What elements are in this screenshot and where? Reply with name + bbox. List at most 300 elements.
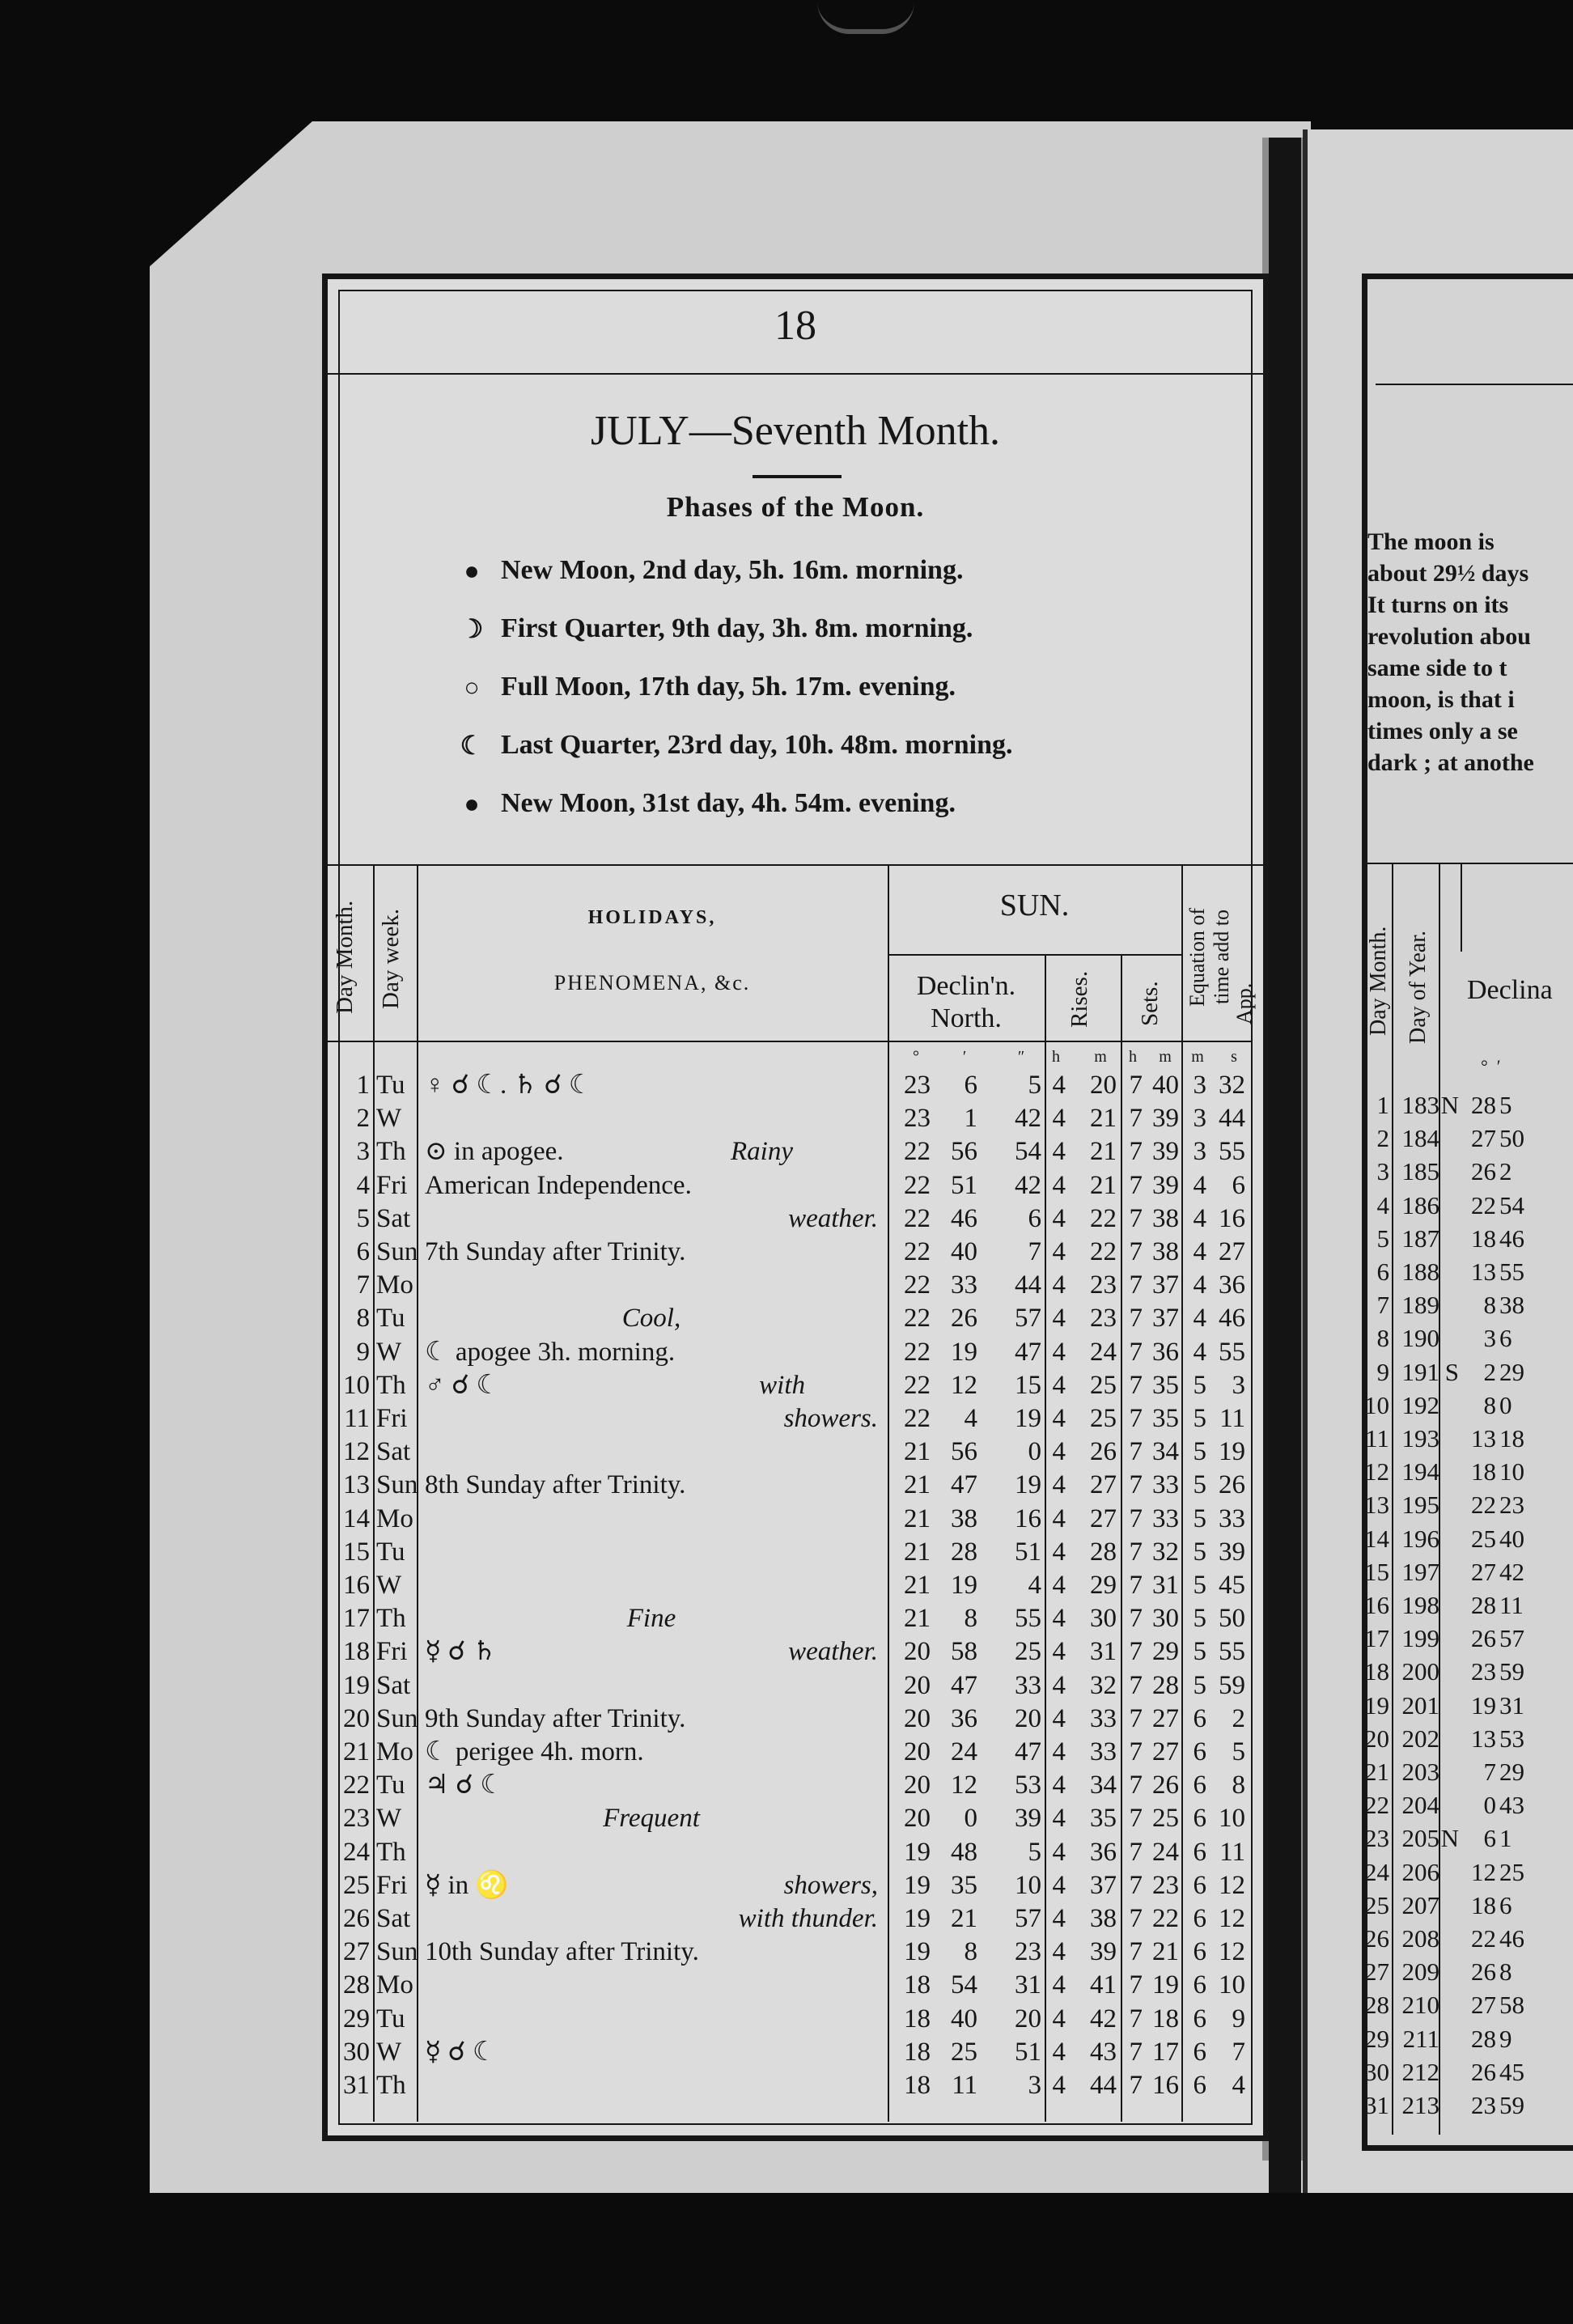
declination-degrees: 19 [904,1904,931,1933]
equation-seconds: 4 [1232,2071,1245,2100]
table-row [328,1969,1252,2002]
equation-minutes: 6 [1193,1804,1206,1834]
declination-seconds: 55 [1015,1604,1041,1634]
right-declination-minutes: 0 [1499,1390,1512,1419]
table-row [328,1902,1252,1936]
rises-header: Rises. [1066,970,1092,1028]
rises-hour: 4 [1052,1270,1066,1300]
declination-seconds: 47 [1015,1337,1041,1367]
right-declination-minutes: 58 [1499,1991,1524,2020]
equation-minutes: 5 [1193,1637,1206,1667]
unit-hours: h [1052,1048,1060,1066]
day-of-week: Th [376,2071,406,2100]
day-of-week: Th [376,1604,406,1634]
right-declination-degrees: 18 [1471,1890,1496,1919]
rises-hour: 4 [1052,1104,1066,1134]
sun-header: SUN. [999,888,1070,922]
right-day-of-month: 27 [1364,1957,1389,1987]
right-day-of-year: 188 [1401,1257,1439,1286]
rises-hour: 4 [1052,2071,1066,2100]
table-row [328,1869,1252,1902]
right-declination-minutes: 2 [1499,1157,1512,1186]
sets-hour: 7 [1129,1703,1143,1733]
right-declination-minutes: 11 [1499,1591,1524,1619]
declination-seconds: 3 [1028,2071,1041,2100]
right-declination-degrees: 28 [1471,1091,1496,1119]
declination-degrees: 20 [904,1703,931,1733]
sets-minute: 40 [1152,1071,1179,1100]
rises-minute: 36 [1090,1837,1117,1867]
declination-degrees: 19 [904,1870,931,1900]
phenomena-note: 9th Sunday after Trinity. [425,1703,686,1733]
rises-minute: 43 [1090,2037,1117,2067]
day-of-week: Tu [376,2004,405,2034]
phenomena-note: showers. [783,1404,878,1433]
declination-seconds: 19 [1015,1404,1041,1433]
declination-minutes: 58 [951,1637,977,1667]
day-of-month: 23 [343,1804,370,1834]
right-day-of-year: 206 [1401,1857,1439,1886]
declination-seconds: 54 [1015,1137,1041,1167]
new-moon-icon: ● [464,555,480,585]
right-declination-degrees: 3 [1483,1324,1496,1353]
rises-minute: 29 [1090,1571,1117,1600]
moon-phase-text: Full Moon, 17th day, 5h. 17m. evening. [501,672,956,702]
right-table-row [1362,1189,1573,1222]
declination-minutes: 12 [951,1370,977,1400]
equation-seconds: 55 [1219,1137,1245,1167]
phenomena-note: ♂ ☌ ☾ [425,1370,500,1400]
sets-hour: 7 [1129,1737,1143,1766]
rises-minute: 25 [1090,1404,1117,1433]
right-declination-minutes: 45 [1499,2057,1524,2086]
right-day-of-year: 193 [1401,1424,1439,1452]
right-day-of-month: 28 [1364,1991,1389,2020]
declination-degrees: 23 [904,1071,931,1100]
equation-seconds: 10 [1219,1970,1245,2000]
sets-hour: 7 [1129,1137,1143,1167]
declination-seconds: 25 [1015,1637,1041,1667]
day-of-week: Mo [376,1737,413,1766]
right-day-of-year: 184 [1401,1124,1439,1153]
equation-seconds: 27 [1219,1237,1245,1266]
equation-seconds: 32 [1219,1071,1245,1100]
right-day-of-month: 5 [1376,1223,1389,1253]
equation-seconds: 6 [1232,1170,1245,1200]
declination-seconds: 6 [1028,1203,1041,1233]
equation-seconds: 9 [1232,2004,1245,2034]
day-of-month: 5 [356,1203,370,1233]
declination-minutes: 56 [951,1437,977,1467]
equation-seconds: 36 [1219,1270,1245,1300]
sets-hour: 7 [1129,2071,1143,2100]
moon-phase-text: Last Quarter, 23rd day, 10h. 48m. morning. [501,730,1013,760]
right-table-row [1362,1222,1573,1255]
right-page-rule [1376,384,1573,385]
right-day-of-year: 200 [1401,1657,1439,1686]
phenomena-note: with thunder. [738,1904,878,1933]
rises-minute: 25 [1090,1370,1117,1400]
rises-minute: 24 [1090,1337,1117,1367]
sets-hour: 7 [1129,1804,1143,1834]
day-of-week: Sun [376,1937,418,1967]
sets-minute: 17 [1152,2037,1179,2067]
day-of-week: Mo [376,1970,413,2000]
right-day-of-month: 14 [1364,1524,1389,1553]
right-day-of-year: 187 [1401,1223,1439,1253]
right-table-row [1362,1122,1573,1155]
right-declination-minutes: 43 [1499,1791,1524,1820]
declination-seconds: 51 [1015,2037,1041,2067]
right-table-row [1362,1821,1573,1855]
rises-minute: 35 [1090,1804,1117,1834]
equation-minutes: 4 [1193,1203,1206,1233]
right-table-row [1362,1088,1573,1122]
right-declination-degrees: 2 [1483,1357,1496,1386]
table-row [328,1736,1252,1769]
sets-minute: 28 [1152,1670,1179,1700]
equation-minutes: 6 [1193,1937,1206,1967]
equation-seconds: 16 [1219,1203,1245,1233]
right-declination-degrees: 26 [1471,2057,1496,2086]
declination-degrees: 22 [904,1337,931,1367]
right-table-row [1362,1889,1573,1922]
equation-header: Equation of [1185,907,1209,1007]
sets-hour: 7 [1129,1670,1143,1700]
sets-minute: 35 [1152,1370,1179,1400]
phenomena-note: Cool, [621,1304,681,1334]
sets-minute: 37 [1152,1304,1179,1334]
equation-seconds: 55 [1219,1337,1245,1367]
right-declination-degrees: 22 [1471,1190,1496,1219]
right-day-of-month: 21 [1364,1758,1389,1786]
right-table-row [1362,1588,1573,1622]
day-of-month: 10 [343,1370,370,1400]
right-table-row [1362,1788,1573,1821]
rises-hour: 4 [1052,1870,1066,1900]
right-declination-degrees: 0 [1483,1791,1496,1820]
table-row [328,1102,1252,1135]
rises-hour: 4 [1052,1170,1066,1200]
right-day-of-month: 7 [1376,1291,1389,1320]
phenomena-note: ☿ ☌ ☾ [425,2037,497,2067]
day-of-week: Fri [376,1870,408,1900]
equation-minutes: 5 [1193,1604,1206,1634]
declination-minutes: 26 [951,1304,977,1334]
table-row [328,1836,1252,1869]
declination-seconds: 42 [1015,1170,1041,1200]
equation-minutes: 5 [1193,1670,1206,1700]
day-of-month: 31 [343,2071,370,2100]
declination-minutes: 12 [951,1771,977,1800]
equation-seconds: 8 [1232,1771,1245,1800]
declination-minutes: 56 [951,1137,977,1167]
declination-degrees: 22 [904,1404,931,1433]
equation-minutes: 3 [1193,1137,1206,1167]
day-of-month: 22 [343,1771,370,1800]
right-day-of-year: 199 [1401,1624,1439,1653]
day-of-week: Tu [376,1771,405,1800]
right-declination-degrees: 12 [1471,1857,1496,1886]
sets-header: Sets. [1137,981,1163,1026]
table-row [328,1169,1252,1202]
equation-minutes: 5 [1193,1503,1206,1533]
rises-minute: 30 [1090,1604,1117,1634]
unit-eq-sec: s [1231,1048,1237,1066]
rises-hour: 4 [1052,1904,1066,1933]
rises-hour: 4 [1052,1737,1066,1766]
table-row [328,1669,1252,1703]
declination-seconds: 10 [1015,1870,1041,1900]
table-row [328,1503,1252,1536]
declination-degrees: 22 [904,1304,931,1334]
right-day-of-month: 11 [1365,1424,1389,1452]
declination-degrees: 22 [904,1370,931,1400]
table-row [328,1202,1252,1236]
equation-minutes: 6 [1193,1904,1206,1933]
right-declination-degrees: 27 [1471,1124,1496,1153]
sets-minute: 33 [1152,1503,1179,1533]
equation-minutes: 5 [1193,1404,1206,1433]
day-of-week: W [376,1804,402,1834]
phenomena-note: ☾ perigee 4h. morn. [425,1737,644,1766]
day-of-month: 28 [343,1970,370,2000]
declination-degrees: 20 [904,1637,931,1667]
declination-minutes: 48 [951,1837,977,1867]
rises-minute: 38 [1090,1904,1117,1933]
equation-seconds: 26 [1219,1470,1245,1500]
sets-hour: 7 [1129,1170,1143,1200]
declination-minutes: 47 [951,1670,977,1700]
day-of-week: Sun [376,1703,418,1733]
right-table-row [1362,2055,1573,2089]
right-declination-degrees: 23 [1471,1657,1496,1686]
right-declination-minutes: 57 [1499,1624,1524,1653]
right-page-paragraph: The moon is about 29½ days It turns on its revolution abou same side to t moon, is that i times only a se dark ; at anothe [1367,528,1534,776]
declination-seconds: 42 [1015,1104,1041,1134]
sets-minute: 39 [1152,1137,1179,1167]
declination-minutes: 40 [951,2004,977,2034]
right-declination-minutes: 6 [1499,1324,1512,1353]
right-declination-degrees: 18 [1471,1223,1496,1253]
right-declination-minutes: 55 [1499,1257,1524,1286]
right-declination-minutes: 53 [1499,1724,1524,1753]
moon-phase-text: New Moon, 31st day, 4h. 54m. evening. [501,788,956,818]
day-of-week: W [376,2037,402,2067]
right-day-of-year: 195 [1401,1491,1439,1520]
declination-minutes: 51 [951,1170,977,1200]
right-day-of-month: 6 [1376,1257,1389,1286]
declination-degrees: 18 [904,2071,931,2100]
phenomena-note: American Independence. [425,1170,692,1200]
sets-minute: 21 [1152,1937,1179,1967]
rises-minute: 27 [1090,1470,1117,1500]
right-declination-degrees: 26 [1471,1957,1496,1987]
last-quarter-icon: ☾ [460,731,484,760]
equation-seconds: 10 [1219,1804,1245,1834]
table-row [328,1269,1252,1302]
right-declination-minutes: 23 [1499,1491,1524,1520]
right-units: ° ′ [1481,1056,1501,1076]
declination-minutes: 28 [951,1537,977,1567]
rises-hour: 4 [1052,1337,1066,1367]
day-of-week: Sat [376,1203,411,1233]
right-table-row [1362,1488,1573,1521]
equation-minutes: 6 [1193,1870,1206,1900]
equation-seconds: 55 [1219,1637,1245,1667]
declination-seconds: 57 [1015,1304,1041,1334]
day-of-month: 8 [356,1304,370,1334]
declination-degrees: 19 [904,1937,931,1967]
declination-degrees: 22 [904,1237,931,1266]
day-of-month: 19 [343,1670,370,1700]
rises-minute: 33 [1090,1737,1117,1766]
equation-minutes: 4 [1193,1337,1206,1367]
rises-hour: 4 [1052,1537,1066,1567]
new-moon-icon: ● [464,788,480,818]
right-table-row [1362,1655,1573,1688]
right-table-row [1362,1922,1573,1955]
rises-minute: 21 [1090,1137,1117,1167]
unit-min: m [1159,1048,1172,1066]
unit-hours: h [1129,1048,1137,1066]
table-row [328,2069,1252,2102]
right-day-of-year: 205 [1401,1824,1439,1853]
declination-minutes: 4 [964,1404,977,1433]
table-row [328,2036,1252,2069]
declination-degrees: 21 [904,1537,931,1567]
table-row [328,1769,1252,1802]
right-table-row [1362,1355,1573,1389]
right-declination-sign: N [1440,1091,1459,1119]
declination-seconds: 39 [1015,1804,1041,1834]
declination-minutes: 6 [964,1071,977,1100]
rises-hour: 4 [1052,1237,1066,1266]
declination-degrees: 21 [904,1571,931,1600]
rises-hour: 4 [1052,1670,1066,1700]
rises-minute: 41 [1090,1970,1117,2000]
declination-seconds: 51 [1015,1537,1041,1567]
equation-minutes: 3 [1193,1104,1206,1134]
right-day-of-year: 202 [1401,1724,1439,1753]
declination-seconds: 4 [1028,1571,1041,1600]
right-day-of-month: 18 [1364,1657,1389,1686]
rises-minute: 37 [1090,1870,1117,1900]
equation-minutes: 4 [1193,1270,1206,1300]
full-moon-icon: ○ [464,672,480,702]
equation-seconds: 50 [1219,1604,1245,1634]
sets-minute: 27 [1152,1737,1179,1766]
table-top-rule [328,864,1263,866]
unit-degrees: ° [913,1048,919,1066]
rises-hour: 4 [1052,1437,1066,1467]
right-declination-minutes: 10 [1499,1457,1524,1486]
right-declination-minutes: 29 [1499,1758,1524,1786]
declination-degrees: 21 [904,1604,931,1634]
sets-hour: 7 [1129,2004,1143,2034]
phenomena-header: PHENOMENA, &c. [553,971,751,994]
equation-minutes: 6 [1193,1703,1206,1733]
sets-minute: 26 [1152,1771,1179,1800]
right-table-row [1362,2089,1573,2122]
equation-header-line3: App. [1232,982,1256,1024]
declination-degrees: 18 [904,2037,931,2067]
declination-degrees: 21 [904,1470,931,1500]
equation-seconds: 12 [1219,1870,1245,1900]
right-declination-degrees: 27 [1471,1557,1496,1586]
rises-hour: 4 [1052,2037,1066,2067]
equation-seconds: 39 [1219,1537,1245,1567]
phenomena-note: 10th Sunday after Trinity. [425,1937,699,1967]
right-table-row [1362,1755,1573,1788]
equation-seconds: 19 [1219,1437,1245,1467]
right-day-of-month: 20 [1364,1724,1389,1753]
right-declination-degrees: 6 [1483,1824,1496,1853]
declination-header: Declin'n. [916,971,1016,1001]
table-row [328,1469,1252,1502]
rises-minute: 21 [1090,1104,1117,1134]
right-declination-minutes: 9 [1499,2024,1512,2053]
phenomena-note: Frequent [603,1804,700,1834]
sets-hour: 7 [1129,1970,1143,2000]
right-declination-degrees: 23 [1471,2091,1496,2119]
right-day-of-year: 183 [1401,1091,1439,1119]
rises-hour: 4 [1052,1837,1066,1867]
right-day-of-year: 204 [1401,1791,1439,1820]
header-bottom-rule [328,1041,1252,1042]
right-declination-minutes: 42 [1499,1557,1524,1586]
moon-phase-row [449,779,956,828]
declination-degrees: 18 [904,1970,931,2000]
moon-phase-row [449,663,956,711]
sets-hour: 7 [1129,1337,1143,1367]
rises-hour: 4 [1052,1937,1066,1967]
sets-minute: 30 [1152,1604,1179,1634]
right-declination-degrees: 22 [1471,1924,1496,1953]
day-of-week: Sun [376,1470,418,1500]
right-column-rule [1461,863,1462,952]
table-row [328,1436,1252,1469]
sets-minute: 23 [1152,1870,1179,1900]
right-table-row [1362,1522,1573,1555]
right-page-table-rule [1362,863,1573,864]
sets-minute: 37 [1152,1270,1179,1300]
declination-seconds: 7 [1028,1237,1041,1266]
declination-minutes: 36 [951,1703,977,1733]
declination-degrees: 22 [904,1270,931,1300]
weather-note: with [759,1370,805,1400]
declination-degrees: 22 [904,1137,931,1167]
right-day-of-year: 203 [1401,1758,1439,1786]
rises-hour: 4 [1052,1370,1066,1400]
declination-minutes: 40 [951,1237,977,1266]
declination-seconds: 47 [1015,1737,1041,1766]
declination-degrees: 21 [904,1503,931,1533]
declination-degrees: 20 [904,1737,931,1766]
sets-hour: 7 [1129,1071,1143,1100]
right-declination-minutes: 46 [1499,1223,1524,1253]
rises-minute: 23 [1090,1270,1117,1300]
declination-seconds: 20 [1015,1703,1041,1733]
right-table-row [1362,1389,1573,1422]
equation-minutes: 4 [1193,1237,1206,1266]
sets-hour: 7 [1129,2037,1143,2067]
day-of-month: 6 [356,1237,370,1266]
declination-seconds: 5 [1028,1837,1041,1867]
day-of-month: 20 [343,1703,370,1733]
sets-minute: 24 [1152,1837,1179,1867]
phenomena-note: ☾ apogee 3h. morning. [425,1337,676,1367]
